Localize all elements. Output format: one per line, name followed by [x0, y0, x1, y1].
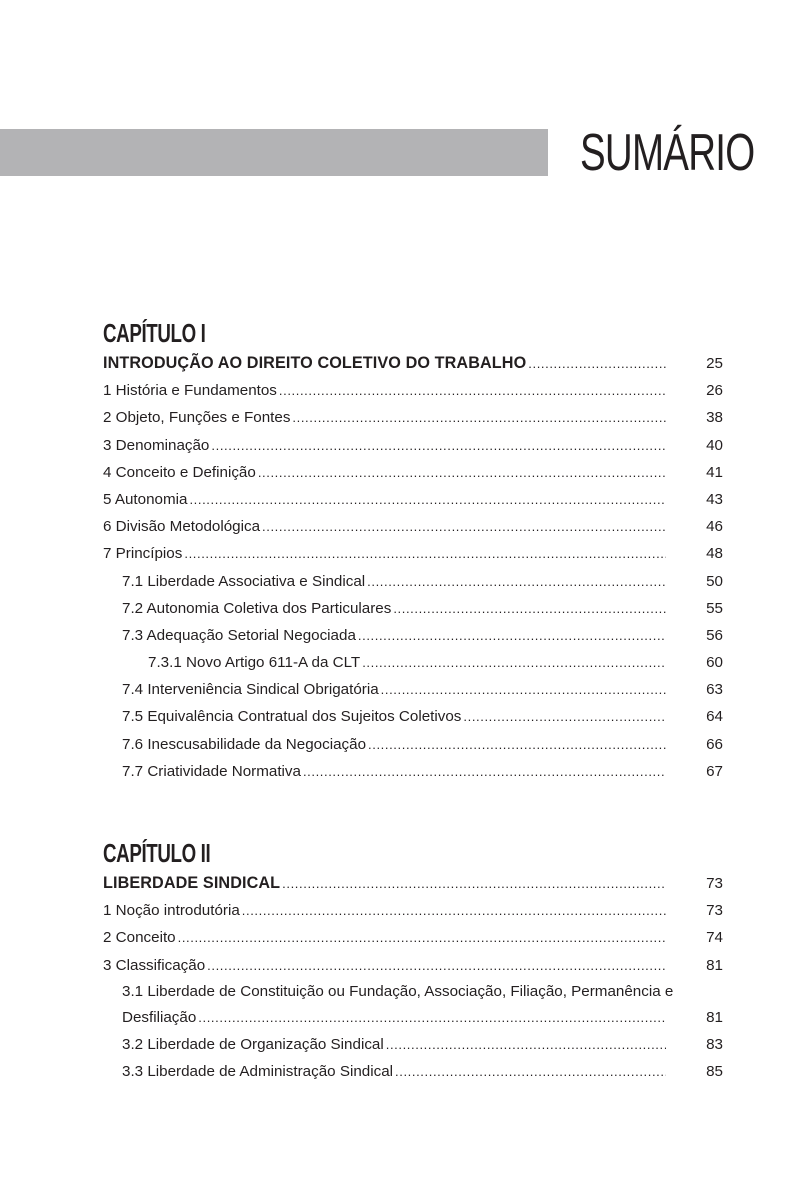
page-number: 48	[706, 545, 723, 563]
entry-title: 2 Conceito	[103, 929, 176, 947]
chapter-2	[103, 838, 723, 1085]
toc-subentry[interactable]	[103, 595, 723, 622]
toc-entry[interactable]	[103, 540, 723, 567]
dot-leader	[262, 513, 666, 540]
page-number: 43	[706, 490, 723, 508]
toc-subentry[interactable]	[103, 568, 723, 595]
entry-title: 3.1 Liberdade de Constituição ou Fundação, Associação, Filiação, Permanência e	[122, 982, 674, 1000]
entry-title: 7.6 Inescusabilidade da Negociação	[122, 735, 367, 753]
dot-leader	[528, 350, 666, 377]
page-number: 83	[706, 1035, 723, 1053]
page-number: 40	[706, 436, 723, 454]
dot-leader	[258, 459, 666, 486]
entry-title: LIBERDADE SINDICAL	[103, 874, 281, 892]
toc-entry[interactable]	[103, 486, 723, 513]
toc-subentry[interactable]	[103, 676, 723, 703]
dot-leader	[303, 758, 666, 785]
dot-leader	[198, 1005, 666, 1031]
entry-title: 7.4 Interveniência Sindical Obrigatória	[122, 681, 379, 699]
page-number: 67	[706, 762, 723, 780]
page-number: 25	[706, 355, 723, 372]
toc-entry[interactable]	[103, 459, 723, 486]
dot-leader	[211, 432, 666, 459]
toc-subsubentry[interactable]	[103, 649, 723, 676]
dot-leader	[463, 703, 666, 730]
toc-list	[103, 870, 723, 1085]
chapter-label: CAPÍTULO II	[103, 838, 211, 868]
toc-subentry[interactable]	[103, 703, 723, 730]
toc-entry[interactable]	[103, 897, 723, 924]
dot-leader	[381, 676, 666, 703]
entry-title: 7 Princípios	[103, 545, 183, 563]
toc-entry-chapter-title[interactable]	[103, 870, 723, 897]
toc-entry[interactable]	[103, 377, 723, 404]
dot-leader	[386, 1031, 666, 1058]
dot-leader	[393, 595, 666, 622]
page-number: 73	[706, 902, 723, 920]
toc-entry[interactable]	[103, 404, 723, 431]
entry-title: 3.3 Liberdade de Administração Sindical	[122, 1062, 394, 1080]
entry-title: 7.3 Adequação Setorial Negociada	[122, 626, 356, 644]
entry-title: 1 História e Fundamentos	[103, 382, 277, 400]
entry-title: 6 Divisão Metodológica	[103, 518, 261, 536]
dot-leader	[292, 404, 666, 431]
toc-entry[interactable]	[103, 432, 723, 459]
entry-title: 7.1 Liberdade Associativa e Sindical	[122, 572, 366, 590]
toc-subentry[interactable]	[103, 1058, 723, 1085]
page-number: 41	[706, 463, 723, 481]
page-number: 73	[706, 875, 723, 892]
dot-leader	[189, 486, 666, 513]
toc-entry[interactable]	[103, 513, 723, 540]
dot-leader	[178, 924, 666, 951]
toc-subentry[interactable]	[103, 979, 723, 1031]
page-number: 38	[706, 409, 723, 427]
entry-title: 3 Denominação	[103, 436, 210, 454]
dot-leader	[279, 377, 666, 404]
dot-leader	[395, 1058, 666, 1085]
page-number: 50	[706, 572, 723, 590]
entry-title: 7.2 Autonomia Coletiva dos Particulares	[122, 599, 392, 617]
page-number: 55	[706, 599, 723, 617]
page-number: 64	[706, 708, 723, 726]
page-number: 46	[706, 518, 723, 536]
entry-title: 4 Conceito e Definição	[103, 463, 256, 481]
page-number: 63	[706, 681, 723, 699]
page-number: 60	[706, 654, 723, 672]
page-number: 26	[706, 382, 723, 400]
entry-title-continuation: Desfiliação	[122, 1008, 197, 1026]
entry-title: 7.5 Equivalência Contratual dos Sujeitos Coletivos	[122, 708, 462, 726]
page-number: 81	[706, 956, 723, 974]
toc-entry[interactable]	[103, 952, 723, 979]
chapter-label: CAPÍTULO I	[103, 318, 206, 348]
page-number: 66	[706, 735, 723, 753]
entry-title: 1 Noção introdutória	[103, 902, 240, 920]
entry-title: 2 Objeto, Funções e Fontes	[103, 409, 291, 427]
page-number: 81	[706, 1008, 723, 1026]
dot-leader	[367, 568, 666, 595]
chapter-1	[103, 318, 723, 785]
entry-title: 7.3.1 Novo Artigo 611-A da CLT	[148, 654, 361, 672]
toc-subentry[interactable]	[103, 731, 723, 758]
dot-leader	[282, 870, 666, 897]
entry-title: 3 Classificação	[103, 956, 206, 974]
toc-subentry[interactable]	[103, 758, 723, 785]
entry-title: 5 Autonomia	[103, 490, 188, 508]
entry-title-continuation-line	[122, 1005, 723, 1031]
page-title: SUMÁRIO	[580, 124, 755, 182]
toc-entry-chapter-title[interactable]	[103, 350, 723, 377]
dot-leader	[368, 731, 666, 758]
entry-title: 7.7 Criatividade Normativa	[122, 762, 301, 780]
entry-title: 3.2 Liberdade de Organização Sindical	[122, 1035, 384, 1053]
page-number: 56	[706, 626, 723, 644]
dot-leader	[184, 540, 666, 567]
title-bar	[0, 129, 548, 176]
dot-leader	[362, 649, 666, 676]
dot-leader	[358, 622, 666, 649]
dot-leader	[207, 952, 666, 979]
toc-subentry[interactable]	[103, 1031, 723, 1058]
page-number: 74	[706, 929, 723, 947]
page-number: 85	[706, 1062, 723, 1080]
toc-subentry[interactable]	[103, 622, 723, 649]
toc-list	[103, 350, 723, 785]
dot-leader	[242, 897, 666, 924]
entry-title: INTRODUÇÃO AO DIREITO COLETIVO DO TRABALHO	[103, 354, 527, 372]
toc-entry[interactable]	[103, 924, 723, 951]
